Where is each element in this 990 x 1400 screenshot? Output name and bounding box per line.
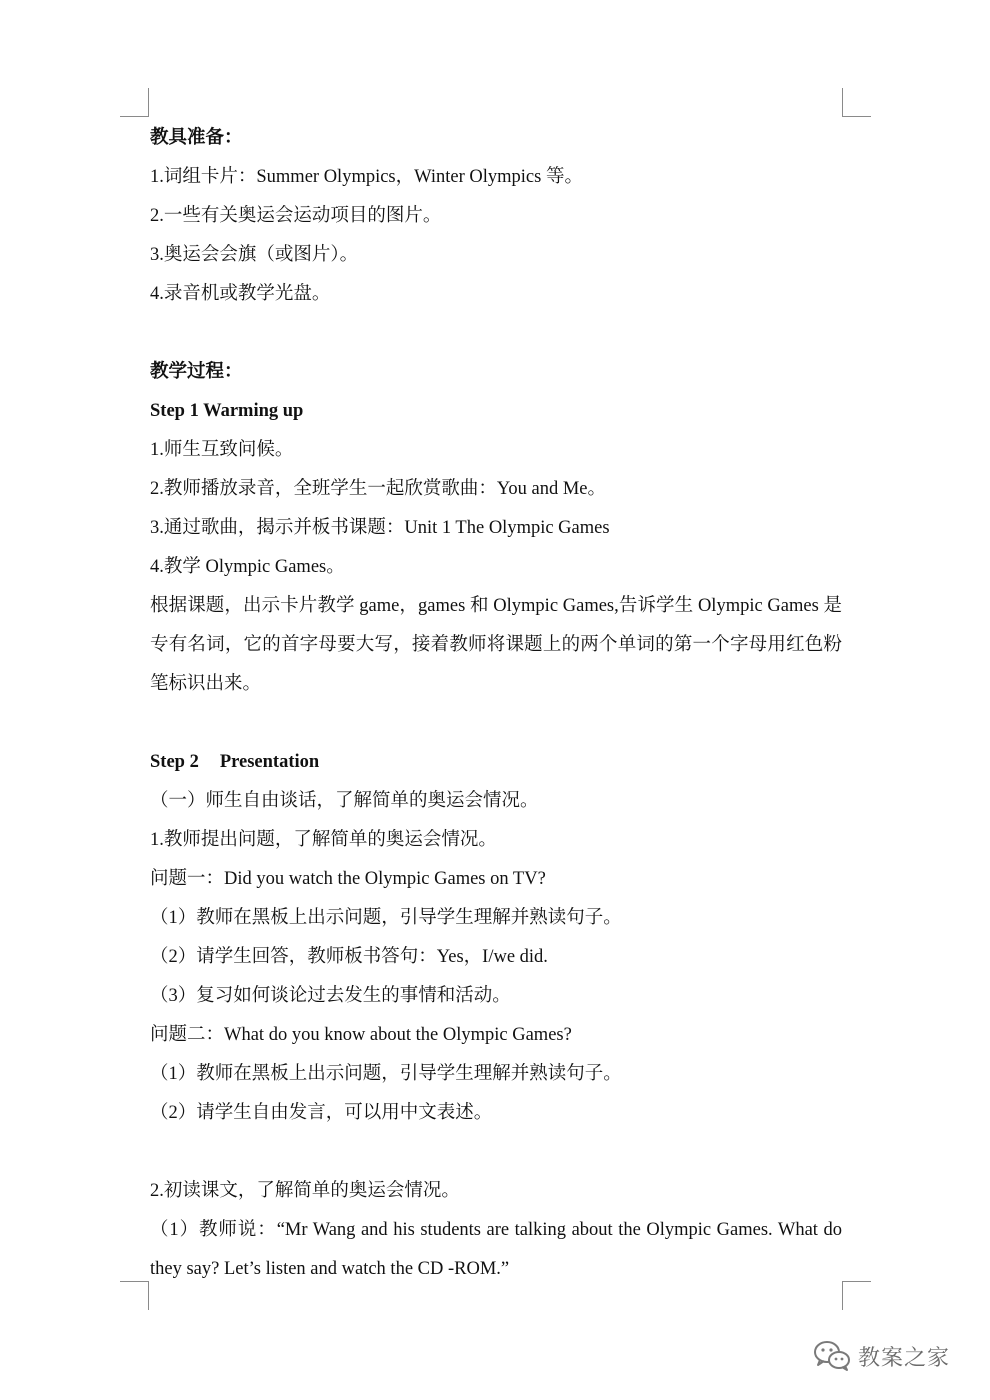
materials-item: 1.词组卡片：Summer Olympics，Winter Olympics 等。 — [150, 167, 583, 187]
step2-item: 问题一：Did you watch the Olympic Games on TV? — [150, 869, 546, 889]
step1-title: Step 1 Warming up — [150, 401, 304, 421]
step1-paragraph: 根据课题，出示卡片教学 game，games 和 Olympic Games,告诉学生 Olympic Games 是专有名词，它的首字母要大写，接着教师将课题上的两个单词的第一个字母用红色粉笔标识出来。 — [150, 596, 842, 694]
watermark-text: 教案之家 — [858, 1345, 951, 1371]
watermark — [812, 1336, 950, 1376]
step2-item: （2）请学生自由发言，可以用中文表述。 — [150, 1103, 493, 1123]
materials-item: 4.录音机或教学光盘。 — [150, 284, 331, 304]
materials-item: 2.一些有关奥运会运动项目的图片。 — [150, 206, 442, 226]
materials-item: 3.奥运会会旗（或图片）。 — [150, 245, 359, 265]
step2-item: （1）教师在黑板上出示问题，引导学生理解并熟读句子。 — [150, 1064, 622, 1084]
step1-item: 3.通过歌曲，揭示并板书课题：Unit 1 The Olympic Games — [150, 518, 610, 538]
wechat-icon — [812, 1338, 852, 1374]
step1-item: 2.教师播放录音，全班学生一起欣赏歌曲：You and Me。 — [150, 479, 607, 499]
step2-item: 1.教师提出问题，了解简单的奥运会情况。 — [150, 830, 497, 850]
materials-heading: 教具准备： — [150, 128, 243, 148]
step2-item: 2.初读课文，了解简单的奥运会情况。 — [150, 1181, 460, 1201]
step2-title — [150, 743, 842, 782]
blank-line — [150, 314, 842, 353]
step2-item: （2）请学生回答，教师板书答句：Yes，I/we did. — [150, 947, 548, 967]
document-body — [150, 119, 842, 1289]
step1-item: 1.师生互致问候。 — [150, 440, 294, 460]
step2-item: （1）教师在黑板上出示问题，引导学生理解并熟读句子。 — [150, 908, 622, 928]
crop-mark-top-right — [842, 88, 871, 117]
blank-line — [150, 1133, 842, 1172]
step2-item: （3）复习如何谈论过去发生的事情和活动。 — [150, 986, 511, 1006]
step2-paragraph: （1）教师说：“Mr Wang and his students are talking about the Olympic Games. What do they say? Let’s listen and watch the CD -ROM.” — [150, 1220, 842, 1279]
step2-name: Presentation — [219, 752, 320, 772]
process-heading: 教学过程： — [150, 362, 243, 382]
blank-line — [150, 704, 842, 743]
step2-item: 问题二：What do you know about the Olympic Games? — [150, 1025, 572, 1045]
crop-mark-bottom-left — [120, 1281, 149, 1310]
step2-label: Step 2 — [150, 752, 199, 772]
crop-mark-top-left — [120, 88, 149, 117]
crop-mark-bottom-right — [842, 1281, 871, 1310]
step2-item: （一）师生自由谈话，了解简单的奥运会情况。 — [150, 791, 539, 811]
step1-item: 4.教学 Olympic Games。 — [150, 557, 345, 577]
